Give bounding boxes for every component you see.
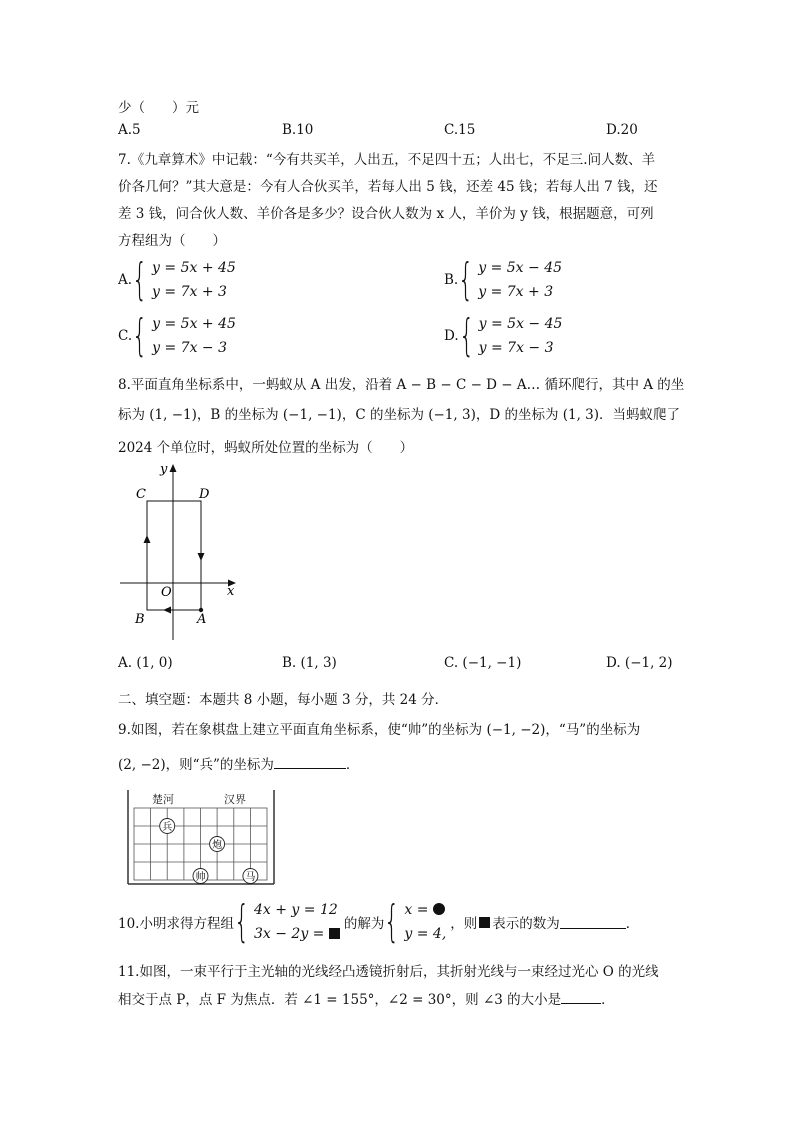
q8-option-b[interactable]: B. (1, 3) <box>282 655 337 671</box>
left-brace: { <box>458 254 474 305</box>
section-heading: 二、填空题：本题共 8 小题，每小题 3 分，共 24 分． <box>118 692 449 708</box>
q11-answer-blank[interactable] <box>561 990 601 1004</box>
shuai-piece: 帅 <box>195 872 206 883</box>
q9-line-1: 9.如图，若在象棋盘上建立平面直角坐标系，使“帅”的坐标为 (−1, −2)，“马”的坐标为 <box>118 722 641 738</box>
q8-line-2: 标为 (1, −1)，B 的坐标为 (−1, −1)，C 的坐标为 (−1, 3)，D 的坐标为 (1, 3)．当蚂蚁爬了 <box>118 407 681 423</box>
equation: y = 5x − 45 <box>478 260 563 276</box>
black-square-symbol <box>329 928 340 939</box>
equation: y = 5x − 45 <box>478 316 563 332</box>
point-b-label: B <box>135 612 145 627</box>
q9-line-2 <box>118 753 359 773</box>
han-jie-label: 汉界 <box>224 793 246 806</box>
q7-line-4: 方程组为（ ） <box>118 233 226 249</box>
point-a-label: A <box>197 612 207 627</box>
q10-solution-1: x = <box>404 902 433 918</box>
q7-line-3: 差 3 钱，问合伙人数、羊价各是多少？设合伙人数为 x 人，羊价为 y 钱，根据题意，可列 <box>118 206 654 222</box>
q10-equation-2: 3x − 2y = <box>253 926 329 942</box>
q8-option-a[interactable]: A. (1, 0) <box>118 655 173 671</box>
q9-answer-blank[interactable] <box>274 755 346 769</box>
point-d-label: D <box>199 487 210 502</box>
y-axis-arrow <box>170 464 177 472</box>
black-square-symbol <box>479 917 490 928</box>
equation: y = 7x + 3 <box>478 284 554 300</box>
q11-line-2-text: 相交于点 P，点 F 为焦点．若 ∠1 = 155°，∠2 = 30°，则 ∠3 的大小是 <box>118 992 562 1008</box>
q8-option-d[interactable]: D. (−1, 2) <box>606 655 673 671</box>
q7-option-d[interactable] <box>444 312 562 360</box>
ma-piece: 马 <box>245 872 256 883</box>
q7-option-b[interactable] <box>444 256 562 304</box>
origin-label: O <box>161 585 172 600</box>
option-label: C. <box>118 328 133 344</box>
q6-option-a[interactable]: A.5 <box>118 122 141 138</box>
pao-piece: 炮 <box>212 840 223 851</box>
q10-solution-2: y = 4, <box>404 926 447 942</box>
chess-board-figure <box>124 786 280 888</box>
q7-option-c[interactable] <box>118 312 236 360</box>
chu-he-label: 楚河 <box>152 793 174 806</box>
option-label: D. <box>444 328 459 344</box>
q11-line-2 <box>118 988 615 1008</box>
left-brace: { <box>233 896 250 947</box>
q7-option-a[interactable] <box>118 256 236 304</box>
option-label: B. <box>444 272 459 288</box>
ant-path-figure <box>115 458 245 643</box>
q10-prefix: 10.小明求得方程组 <box>118 916 234 932</box>
option-label: A. <box>118 272 133 288</box>
q10-answer-blank[interactable] <box>560 915 626 929</box>
equation: y = 7x + 3 <box>152 284 227 300</box>
equation: y = 5x + 45 <box>152 316 236 332</box>
q10-equation-1: 4x + y = 12 <box>253 902 338 918</box>
equation: y = 5x + 45 <box>152 260 236 276</box>
q6-option-d[interactable]: D.20 <box>606 122 638 138</box>
black-dot-symbol <box>433 903 445 915</box>
left-brace: { <box>384 896 400 947</box>
q6-option-b[interactable]: B.10 <box>282 122 314 138</box>
q9-line-2-text: (2, −2)，则“兵”的坐标为 <box>118 757 274 773</box>
equation: y = 7x − 3 <box>152 340 228 356</box>
y-axis-label: y <box>160 462 168 477</box>
path-arrow-down <box>198 553 205 561</box>
q8-line-1: 8.平面直角坐标系中，一蚂蚁从 A 出发，沿着 A − B − C − D − A… 循环爬行，其中 A 的坐 <box>118 377 685 393</box>
q10-middle: 的解为 <box>343 916 385 932</box>
q7-line-2: 价各几何？”其大意是：今有人合伙买羊，若每人出 5 钱，还差 45 钱；若每人出 7 钱，还 <box>118 179 658 195</box>
q10-suffix-1: ，则 <box>450 916 478 932</box>
path-arrow-left <box>163 607 171 614</box>
q11-period: ． <box>601 992 615 1008</box>
q10-end: ． <box>625 916 640 932</box>
left-brace: { <box>458 310 475 361</box>
q7-line-1: 7.《九章算术》中记载：“今有共买羊，人出五，不足四十五；人出七，不足三.问人数、羊 <box>118 152 656 168</box>
q6-option-c[interactable]: C.15 <box>444 122 476 138</box>
bing-piece: 兵 <box>162 822 173 833</box>
q10-suffix-2: 表示的数为 <box>492 916 560 932</box>
q8-option-c[interactable]: C. (−1, −1) <box>444 655 522 671</box>
q10-line <box>118 898 639 946</box>
q9-period: ． <box>345 757 360 773</box>
equation: y = 7x − 3 <box>478 340 554 356</box>
q6-tail: 少（ ）元 <box>118 100 199 116</box>
left-brace: { <box>132 310 148 361</box>
ant-path <box>147 501 201 610</box>
path-arrow-up <box>144 535 151 543</box>
point-c-label: C <box>136 487 146 502</box>
q8-line-3: 2024 个单位时，蚂蚁所处位置的坐标为（ ） <box>118 440 414 456</box>
x-axis-label: x <box>227 584 235 599</box>
left-brace: { <box>132 254 148 305</box>
q11-line-1: 11.如图，一束平行于主光轴的光线经凸透镜折射后，其折射光线与一束经过光心 O 的光线 <box>118 964 659 980</box>
